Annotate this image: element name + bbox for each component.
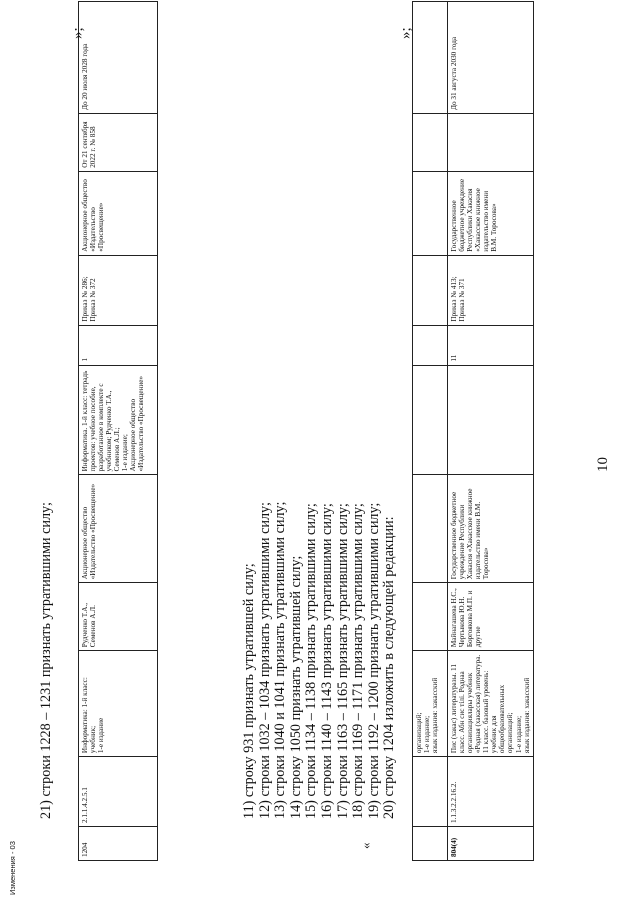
page-number: 10 [595, 457, 611, 472]
title-cell: Пис (хакас) литературазы. 11 класс. Абн сис тілі. Роднаа организациялары учебник «Родная (хакасская) литература. 11 класс. базовый уровень: учебник для общеобразовательных организаций; 1-е издание; язык издания: хакасский [448, 651, 534, 757]
row-number-cell: 804(4) [448, 827, 534, 861]
table-cell [413, 325, 448, 365]
code-cell: 1.1.3.2.2.16.2. [448, 757, 534, 827]
aid-cell: Информатика. 1-й класс: тетрадь проектов: учебное пособие, разработанное в комплекте с учебником; Рудченко Т.А., Семенов А.Л.; 1-е издание; Акционерное общество «Издательство «Просвещение» [79, 365, 158, 475]
publisher-cell: Государственное бюджетное учреждение Республики Хакасия «Хакасское книжное издательство имени В.М. Торосова» [448, 475, 534, 583]
publisher-cell: Акционерное общество «Издательство «Просвещение» [79, 475, 158, 583]
grade-cell: 11 [448, 325, 534, 365]
amendment-list [242, 502, 398, 819]
authors-cell: Майнагашева Н.С., Чертыкова Ю.Н. Боргоякова М.П. и другие [448, 583, 534, 651]
table-row [448, 2, 534, 861]
table-804 [412, 1, 534, 861]
list-item: 17) строки 1163 – 1165 признать утратившими силу; [334, 503, 351, 819]
date-cell [448, 113, 534, 171]
row-number-cell: 1204 [79, 827, 158, 861]
table-cell [413, 583, 448, 651]
table-cell [413, 827, 448, 861]
list-item: 21) строки 1228 – 1231 признать утратившими силу; [38, 502, 54, 819]
list-item: 18) строки 1169 – 1171 признать утратившими силу; [350, 503, 367, 819]
table-cell: организаций; 1-е издание; язык издания: хакасский [413, 651, 448, 757]
list-item: 14) строку 1050 признать утратившей силу; [287, 555, 304, 819]
list-item: 19) строки 1192 – 1200 признать утратившими силу; [365, 502, 382, 819]
table-cell [413, 113, 448, 171]
list-item: 11) строку 931 признать утратившей силу; [241, 563, 257, 819]
authors-cell: Рудченко Т.А., Семенов А.Л. [79, 583, 158, 651]
list-item: 13) строки 1040 и 1041 признать утратившими силу; [272, 501, 289, 819]
date-cell: От 21 сентября 2022 г. № 858 [79, 113, 158, 171]
table-row [79, 2, 158, 861]
aid-cell [448, 365, 534, 475]
table-cell [413, 171, 448, 255]
title-cell: Информатика: 1-й класс: учебник; 1-е издание [79, 651, 158, 757]
table-cell [413, 365, 448, 475]
footer-note: Изменения - 03 [8, 841, 17, 895]
list-item: 20) строку 1204 изложить в следующей редакции: [381, 516, 398, 819]
deadline-cell: До 31 августа 2030 года [448, 2, 534, 114]
table-cell [413, 2, 448, 114]
rights-holder-cell: Государственное бюджетное учреждение Республики Хакасия «Хакасское книжное издательство имени В.М. Торосова» [448, 171, 534, 255]
code-cell: 2.1.1.4.2.5.1 [79, 757, 158, 827]
table-row [413, 2, 448, 861]
grade-cell: 1 [79, 325, 158, 365]
table-cell [413, 475, 448, 583]
order-cell: Приказ № 413; Приказ № 371 [448, 255, 534, 325]
closing-quote: »; [398, 27, 414, 39]
list-item: 15) строки 1134 – 1138 признать утратившими силу; [303, 503, 320, 819]
table-cell [413, 757, 448, 827]
rights-holder-cell: Акционерное общество «Издательство «Просвещение» [79, 171, 158, 255]
table-cell [413, 255, 448, 325]
closing-quote: »; [70, 27, 86, 39]
table-1204 [78, 1, 158, 861]
order-cell: Приказ № 286; Приказ № 372 [79, 255, 158, 325]
list-item: 12) строки 1032 – 1034 признать утратившими силу; [256, 502, 273, 819]
opening-quote: « [358, 842, 373, 849]
list-item: 16) строки 1140 – 1143 признать утратившими силу; [318, 503, 335, 819]
deadline-cell: До 20 июля 2028 года [79, 2, 158, 114]
